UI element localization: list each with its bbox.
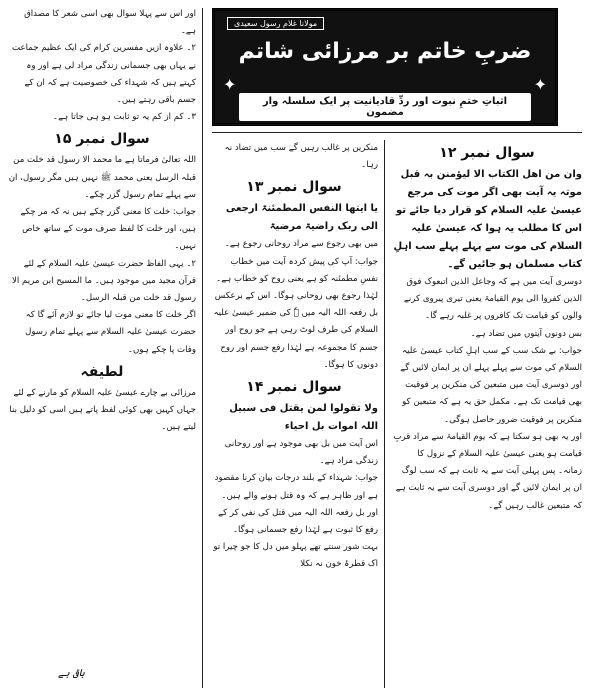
ornament-icon: ✦	[533, 75, 547, 94]
paragraph: ۲۔ یہی الفاظ حضرت عیسیٰ علیہ السلام کے لئے قرآن مجید میں موجود ہیں۔ ما المسیح ابن مریم الا رسول قد خلت من قبلہ الرسل۔	[11, 258, 196, 304]
column-divider	[384, 140, 385, 688]
paragraph: جواب: آپ کی پیش کردہ آیت میں خطاب نفسِ مطمئنہ کو ہے یعنی روح کو خطاب ہے۔ لہٰذا رجوع بھی روحانی ہوگا۔ اس کے برعکس بل رفعہ اللہ الیہ میں ہٗ کی ضمیر عیسیٰ علیہ السلام کی طرف لوٹ رہی ہے جو روح اور جسم کا مجموعہ ہے لہٰذا رفع جسم اور روح دونوں کا ہوگا۔	[213, 256, 378, 370]
paragraph: اور اس سے پہلا سوال بھی اسی شعر کا مصداق ہے۔	[24, 9, 196, 37]
paragraph: جواب: شہداء کے بلند درجات بیان کرنا مقصود ہے اور ظاہر ہے کہ وہ قتل ہونے والے ہیں۔ اور بل رفعہ اللہ الیہ میں قتل کی نفی کر کے رفع کا ثبوت ہے لہٰذا رفع جسمانی ہوگا۔	[214, 473, 378, 536]
continued-note: باقی ہے	[58, 668, 85, 679]
banner-underline	[212, 132, 582, 133]
paragraph: منکرین پر غالب رہیں گے سب میں تضاد نہ رہا۔	[224, 143, 378, 171]
column-divider	[202, 8, 203, 688]
left-column	[8, 6, 196, 436]
paragraph: میں بھی رجوع سے مراد روحانی رجوع ہے۔	[224, 239, 378, 250]
middle-column	[210, 140, 378, 574]
paragraph: بہت شور سنتے تھے پہلو میں دل کا جو چیرا تو اک قطرۂ خون نہ نکلا	[213, 542, 378, 570]
article-banner	[212, 8, 558, 126]
ornament-icon: ✦	[223, 75, 237, 94]
paragraph: اور یہ بھی ہو سکتا ہے کہ یوم القیامۃ سے مراد قربِ قیامت ہو یعنی عیسیٰ علیہ السلام کے نزول کا زمانہ۔ پس پہلی آیت سے یہ ثابت ہے کہ سب لوگ ان پر ایمان لائیں گے اور دوسری آیت سے یہ ثابت ہے کہ متبعین غالب رہیں گے۔	[393, 431, 582, 511]
paragraph: مرزائی بے چارے عیسیٰ علیہ السلام کو مارنے کے لئے جہاں کہیں بھی کوئی لفظ پاتے ہیں اسی کو دلیل بنا لیتے ہیں۔	[9, 387, 196, 433]
banner-tagline: اثباتِ ختمِ نبوت اور ردِّ قادیانیت پر ایک سلسلہ وار مضمون	[239, 93, 531, 121]
question-13-heading: سوال نمبر ۱۳	[246, 179, 342, 196]
right-column	[392, 140, 582, 515]
question-14-heading: سوال نمبر ۱۴	[246, 379, 342, 396]
question-12-heading: سوال نمبر ۱۲	[439, 145, 535, 161]
paragraph: بس دونوں آیتوں میں تضاد ہے۔	[470, 328, 582, 339]
paragraph: اس آیت میں بل بھی موجود ہے اور روحانی زندگی مراد ہے۔	[224, 439, 378, 467]
paragraph: جواب: خلت کا معنی گزر چکے ہیں نہ کہ مر چکے ہیں، اور خلت کا لفظ صرف موت کے ساتھ خاص نہیں۔	[20, 207, 196, 252]
verse: یا ایتھا النفس المطمئنۃ ارجعی الی ربک راضیۃ مرضیۃ	[225, 203, 378, 233]
verse: ولا تقولوا لمن یقتل فی سبیل اللہ اموات بل احیاء	[229, 403, 378, 433]
paragraph: ۳۔ کم از کم یہ تو ثابت ہو ہی جاتا ہے۔	[53, 112, 196, 123]
author-kicker: مولانا غلام رسول سعیدی	[227, 17, 324, 30]
paragraph: اگر خلت کا معنی موت لیا جائے تو لازم آئے گا کہ حضرت عیسیٰ علیہ السلام سے پہلے تمام رسول وفات پا چکے ہوں۔	[25, 310, 196, 355]
paragraph: جواب: بے شک سب کے سب اہلِ کتاب عیسیٰ علیہ السلام کی موت سے پہلے پہلے ان پر ایمان لائیں گے اور دوسری آیت میں متبعین کی منکرین پر فوقیت بھی قیامت تک ہے۔ مکمل حق یہ ہے کہ متبعین کو منکرین پر فوقیت ضرور حاصل ہوگی۔	[400, 345, 582, 425]
paragraph: اللہ تعالیٰ فرماتا ہے ما محمد الا رسول قد خلت من قبلہ الرسل یعنی محمد ﷺ نہیں ہیں مگر رسول، ان سے پہلے تمام رسول گزر چکے۔	[8, 155, 196, 200]
banner-title: ضربِ خاتم بر مرزائی شاتم	[238, 39, 532, 64]
latifa-heading: لطیفہ	[80, 363, 124, 380]
paragraph: وان من اھل الکتاب الا لیؤمنن بہ قبل موتہ یہ آیت بھی اگر موت کی مرجع عیسیٰ علیہ السلام کو قرار دیا جائے تو اس کا مطلب یہ ہوا کہ عیسیٰ علیہ السلام کی موت سے پہلے پہلے سب اہلِ کتاب مسلمان ہو جائیں گے۔	[393, 169, 582, 270]
paragraph: ۲۔ علاوہ ازیں مفسرین کرام کی ایک عظیم جماعت نے یہاں بھی جسمانی زندگی مراد لی ہے اور وہ کہتے ہیں کہ شہداء کی خصوصیت ہے کہ ان کے جسم باقی رہتے ہیں۔	[12, 43, 196, 106]
question-15-heading: سوال نمبر ۱۵	[54, 131, 150, 148]
paragraph: دوسری آیت میں ہے کہ وجاعل الذین اتبعوک فوق الذین کفروا الی یوم القیامۃ یعنی تیری پیروی کرنے والوں کو قیامت تک کافروں پر غلبہ رہے گا۔	[403, 277, 582, 322]
